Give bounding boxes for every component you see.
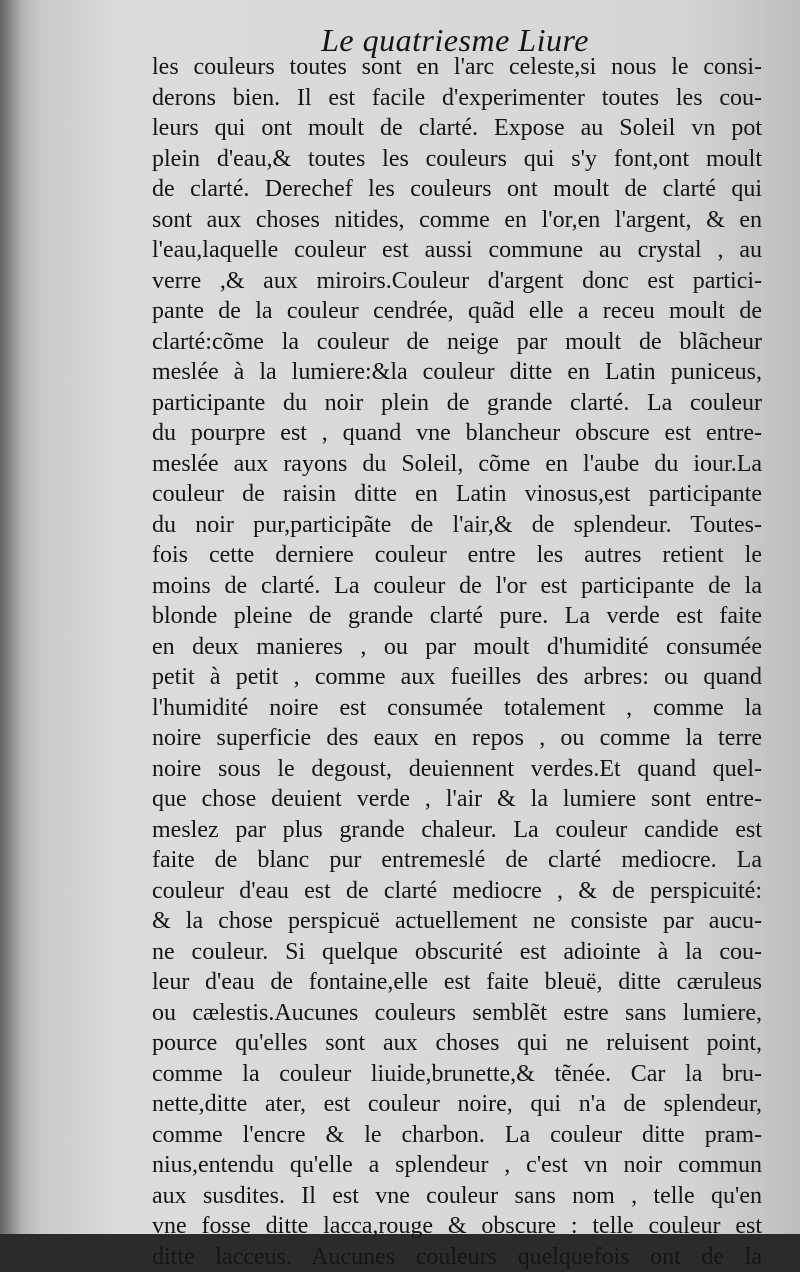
text-line: comme l'encre & le charbon. La couleur ditte pram- (152, 1120, 762, 1151)
text-line: leur d'eau de fontaine,elle est faite bleuë, ditte cæruleus (152, 967, 762, 998)
text-line: l'humidité noire est consumée totalement , comme la (152, 693, 762, 724)
text-line: petit à petit , comme aux fueilles des arbres: ou quand (152, 662, 762, 693)
text-line: comme la couleur liuide,brunette,& tẽnée. Car la bru- (152, 1059, 762, 1090)
text-line: pante de la couleur cendrée, quãd elle a receu moult de (152, 296, 762, 327)
text-line: noire superficie des eaux en repos , ou comme la terre (152, 723, 762, 754)
text-line: moins de clarté. La couleur de l'or est participante de la (152, 571, 762, 602)
text-line: blonde pleine de grande clarté pure. La verde est faite (152, 601, 762, 632)
body-text (152, 52, 762, 1272)
text-line: ou cælestis.Aucunes couleurs semblẽt estre sans lumiere, (152, 998, 762, 1029)
text-line: noire sous le degoust, deuiennent verdes.Et quand quel- (152, 754, 762, 785)
text-line: du noir pur,participãte de l'air,& de splendeur. Toutes- (152, 510, 762, 541)
text-line: meslée à la lumiere:&la couleur ditte en Latin puniceus, (152, 357, 762, 388)
text-line: en deux manieres , ou par moult d'humidité consumée (152, 632, 762, 663)
text-line: aux susdites. Il est vne couleur sans nom , telle qu'en (152, 1181, 762, 1212)
text-line: meslez par plus grande chaleur. La couleur candide est (152, 815, 762, 846)
text-line: de clarté. Derechef les couleurs ont moult de clarté qui (152, 174, 762, 205)
text-line: couleur de raisin ditte en Latin vinosus,est participante (152, 479, 762, 510)
gutter-shadow (0, 0, 22, 1234)
text-line: & la chose perspicuë actuellement ne consiste par aucu- (152, 906, 762, 937)
running-title: Le quatriesme Liure (321, 22, 589, 58)
text-line: sont aux choses nitides, comme en l'or,en l'argent, & en (152, 205, 762, 236)
text-line: participante du noir plein de grande clarté. La couleur (152, 388, 762, 419)
text-line: ditte lacceus. Aucunes couleurs quelquefois ont de la (152, 1242, 762, 1272)
text-line: pource qu'elles sont aux choses qui ne reluisent point, (152, 1028, 762, 1059)
text-line: vne fosse ditte lacca,rouge & obscure : telle couleur est (152, 1211, 762, 1242)
text-line: nette,ditte ater, est couleur noire, qui n'a de splendeur, (152, 1089, 762, 1120)
text-line: verre ,& aux miroirs.Couleur d'argent donc est partici- (152, 266, 762, 297)
text-line: meslée aux rayons du Soleil, cõme en l'aube du iour.La (152, 449, 762, 480)
text-line: l'eau,laquelle couleur est aussi commune au crystal , au (152, 235, 762, 266)
text-line: du pourpre est , quand vne blancheur obscure est entre- (152, 418, 762, 449)
text-line: plein d'eau,& toutes les couleurs qui s'y font,ont moult (152, 144, 762, 175)
text-line: clarté:cõme la couleur de neige par moult de blãcheur (152, 327, 762, 358)
text-line: couleur d'eau est de clarté mediocre , & de perspicuité: (152, 876, 762, 907)
text-line: nius,entendu qu'elle a splendeur , c'est vn noir commun (152, 1150, 762, 1181)
text-line: les couleurs toutes sont en l'arc celeste,si nous le consi- (152, 52, 762, 83)
text-line: derons bien. Il est facile d'experimenter toutes les cou- (152, 83, 762, 114)
text-line: faite de blanc pur entremeslé de clarté mediocre. La (152, 845, 762, 876)
text-line: leurs qui ont moult de clarté. Expose au Soleil vn pot (152, 113, 762, 144)
text-line: que chose deuient verde , l'air & la lumiere sont entre- (152, 784, 762, 815)
text-line: ne couleur. Si quelque obscurité est adiointe à la cou- (152, 937, 762, 968)
text-line: fois cette derniere couleur entre les autres retient le (152, 540, 762, 571)
